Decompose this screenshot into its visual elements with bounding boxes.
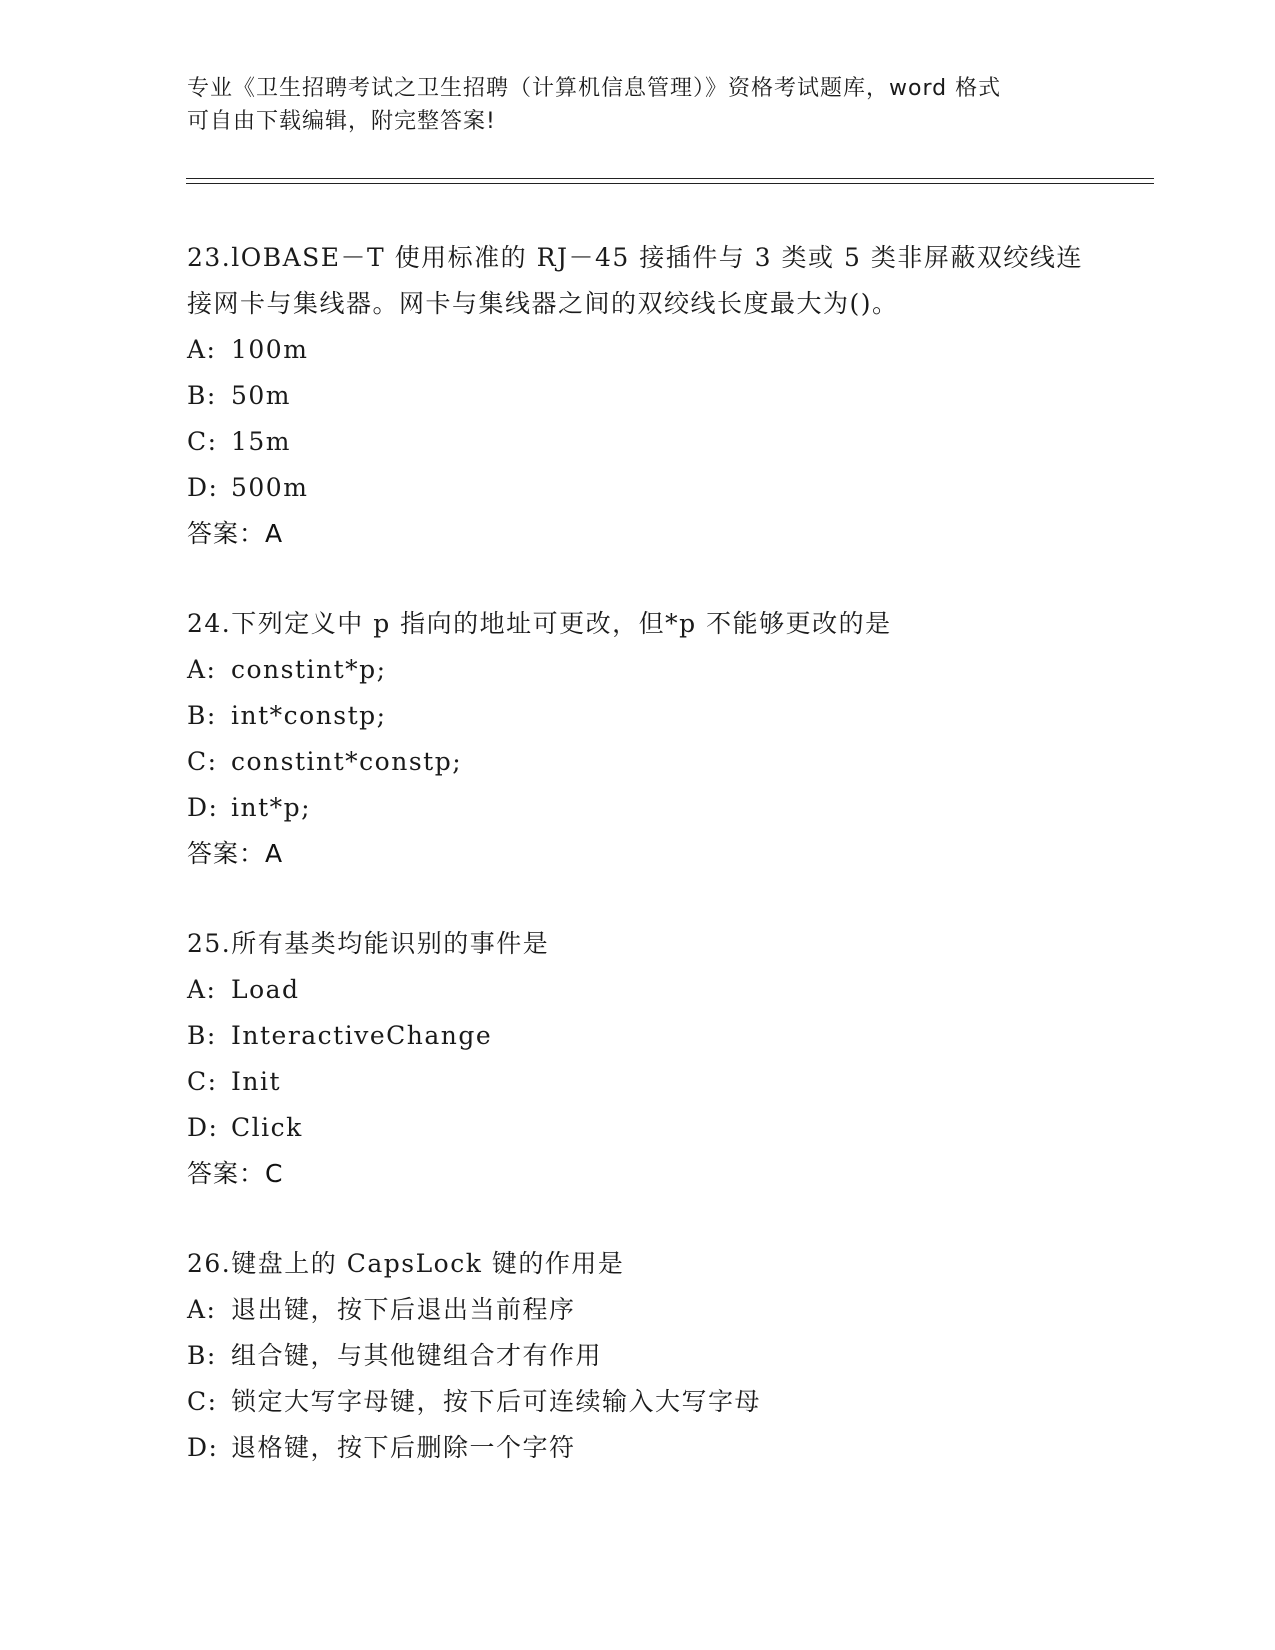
option-label: C: [187,747,218,776]
option-a [187,1287,1087,1333]
header-line-2: 可自由下载编辑，附完整答案! [187,109,496,134]
option-text: constint*constp; [231,747,463,776]
option-text: 500m [231,473,309,502]
option-label: B: [187,1021,217,1050]
question-25 [187,921,1087,1197]
option-label: A: [187,1295,217,1324]
option-d [187,465,1087,511]
option-text: 15m [231,427,292,456]
answer-prefix: 答案： [187,1159,266,1188]
option-label: C: [187,427,218,456]
question-stem-line: 26.键盘上的 CapsLock 键的作用是 [187,1249,625,1278]
document-header [187,72,1087,138]
answer-line [187,1151,1087,1197]
option-label: C: [187,1387,218,1416]
option-b [187,693,1087,739]
option-text: Click [231,1113,303,1142]
header-divider-top [186,178,1154,179]
question-list [187,235,1087,1515]
option-text: int*constp; [231,701,387,730]
option-c [187,419,1087,465]
option-a [187,967,1087,1013]
option-label: D: [187,473,219,502]
question-stem-line: 25.所有基类均能识别的事件是 [187,929,550,958]
option-label: B: [187,1341,217,1370]
option-d [187,1425,1087,1471]
option-label: B: [187,381,217,410]
option-label: A: [187,975,217,1004]
header-divider-bottom [186,183,1154,184]
question-23 [187,235,1087,557]
question-stem-line: 24.下列定义中 p 指向的地址可更改，但*p 不能够更改的是 [187,609,892,638]
option-text: int*p; [231,793,312,822]
option-label: A: [187,335,217,364]
option-text: Load [231,975,300,1004]
option-a [187,327,1087,373]
answer-value: A [265,839,284,868]
option-label: B: [187,701,217,730]
option-b [187,373,1087,419]
answer-line [187,511,1087,557]
option-text: 退格键，按下后删除一个字符 [231,1433,576,1462]
question-stem-line: 接网卡与集线器。网卡与集线器之间的双绞线长度最大为()。 [187,289,899,318]
option-b [187,1333,1087,1379]
question-stem-line: 23.lOBASE－T 使用标准的 RJ－45 接插件与 3 类或 5 类非屏蔽双绞线连 [187,243,1083,272]
question-26 [187,1241,1087,1471]
option-d [187,785,1087,831]
answer-prefix: 答案： [187,839,266,868]
answer-line [187,831,1087,877]
option-text: InteractiveChange [231,1021,493,1050]
option-text: Init [231,1067,282,1096]
option-label: C: [187,1067,218,1096]
question-24 [187,601,1087,877]
option-text: 锁定大写字母键，按下后可连续输入大写字母 [231,1387,762,1416]
option-text: 50m [231,381,292,410]
answer-value: A [265,519,284,548]
option-text: constint*p; [231,655,387,684]
option-label: D: [187,1113,219,1142]
option-b [187,1013,1087,1059]
option-label: D: [187,793,219,822]
option-label: D: [187,1433,219,1462]
option-text: 100m [231,335,309,364]
option-label: A: [187,655,217,684]
option-c [187,739,1087,785]
option-d [187,1105,1087,1151]
option-text: 退出键，按下后退出当前程序 [231,1295,576,1324]
option-a [187,647,1087,693]
header-line-1: 专业《卫生招聘考试之卫生招聘（计算机信息管理）》资格考试题库，word 格式 [187,76,1002,101]
answer-prefix: 答案： [187,519,266,548]
answer-value: C [265,1159,284,1188]
option-c [187,1379,1087,1425]
option-text: 组合键，与其他键组合才有作用 [231,1341,603,1370]
option-c [187,1059,1087,1105]
